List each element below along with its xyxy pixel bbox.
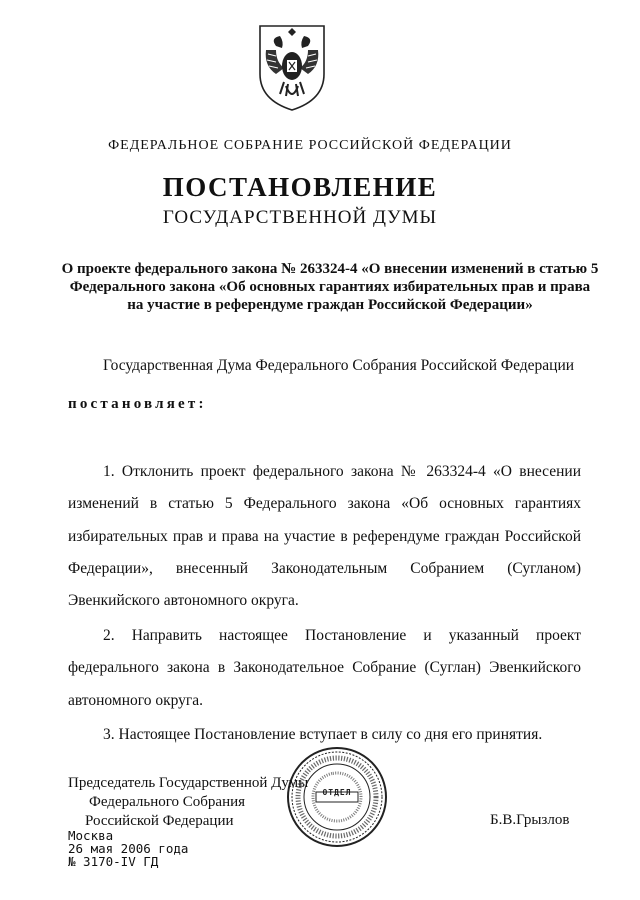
signature-line-1: Председатель Государственной Думы [68,775,309,791]
signer-name: Б.В.Грызлов [490,812,570,828]
stamp-label: ОТДЕЛ [322,788,352,797]
issuer-title: ГОСУДАРСТВЕННОЙ ДУМЫ [162,207,438,228]
organization-title: ФЕДЕРАЛЬНОЕ СОБРАНИЕ РОССИЙСКОЙ ФЕДЕРАЦИИ [108,138,512,153]
paragraph-3: 3. Настоящее Постановление вступает в силу со дня его принятия. [103,726,543,744]
signature-line-3: Российской Федерации [85,813,234,829]
signature-block [68,774,308,831]
russian-coat-of-arms-icon [254,22,330,112]
resolution-heading: О проекте федерального закона № 263324-4 «О внесении изменений в статью 5 Федерального закона «Об основных гарантиях избирательных прав и права на участие в референдуме граждан Российской Федерации» [61,261,599,313]
decides-word: постановляет: [68,396,207,412]
signature-line-2: Федерального Собрания [89,794,246,810]
place-date-block [68,829,188,868]
paragraph-2: 2. Направить настоящее Постановление и указанный проект федерального закона в Законодательное Собрание (Суглан) Эвенкийского автономного округа. [68,626,581,709]
resolution-body [68,456,581,754]
document-type: ПОСТАНОВЛЕНИЕ [162,172,438,202]
city: Москва [68,828,114,843]
preamble: Государственная Дума Федерального Собрания Российской Федерации [103,357,575,374]
paragraph-1: 1. Отклонить проект федерального закона № 263324-4 «О внесении изменений в статью 5 Федерального закона «Об основных гарантиях избирательных прав и права на участие в референдуме граждан Российской Федерации», внесенный Законодательным Собранием (Сугланом) Эвенкийского автономного округа. [68,463,581,610]
date: 26 мая 2006 года [68,841,189,856]
document-number: № 3170-IV ГД [68,854,159,869]
